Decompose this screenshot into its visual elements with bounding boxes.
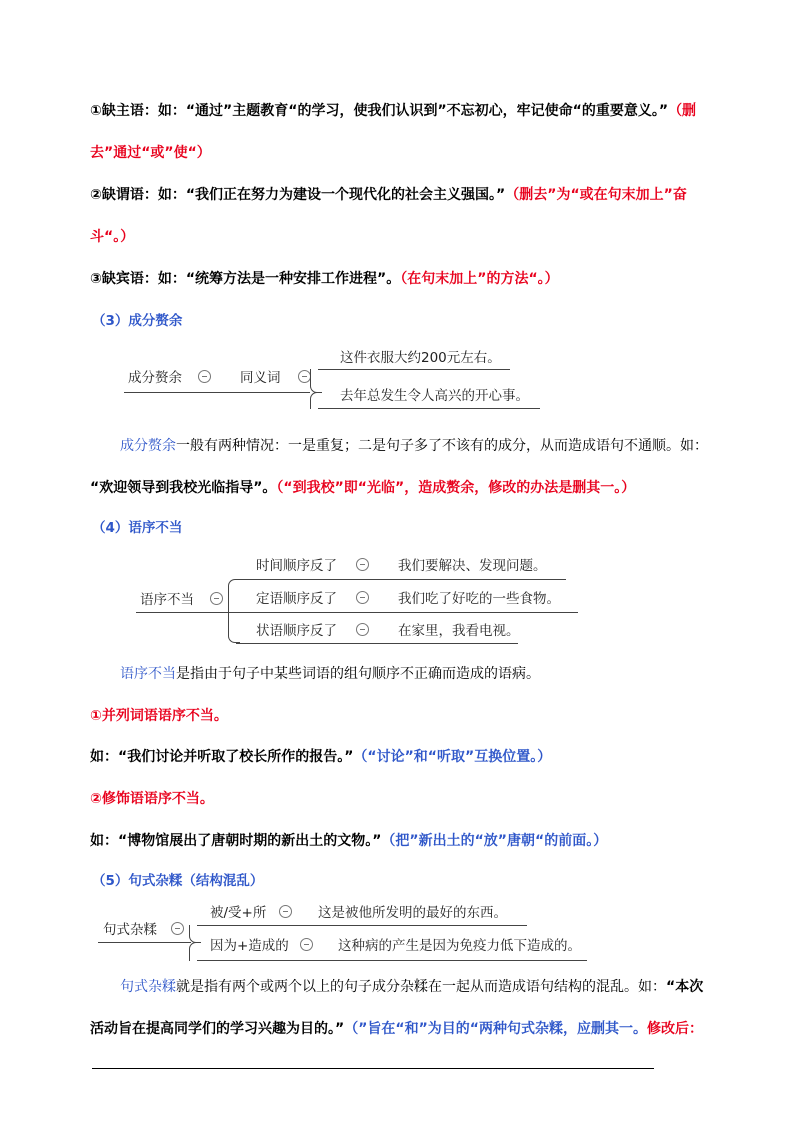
connector (197, 925, 527, 926)
collapse-icon[interactable] (198, 370, 211, 383)
connector (318, 408, 540, 409)
section3-heading: （3）成分赘余 (92, 313, 183, 329)
example-line (90, 831, 607, 851)
paragraph-text-end: “本次 (666, 979, 704, 995)
mindmap-leaf: 去年总发生令人高兴的开心事。 (340, 388, 529, 404)
example-line (90, 747, 551, 767)
item1-line1 (90, 101, 696, 121)
mindmap-branch: 定语顺序反了 (256, 591, 337, 607)
mindmap-branch: 同义词 (240, 370, 281, 386)
section3-example-line (90, 478, 635, 498)
subpoint: ②修饰语语序不当。 (90, 791, 214, 807)
example-sentence: “欢迎领导到我校光临指导”。 (90, 480, 277, 496)
mindmap-branch: 状语顺序反了 (256, 623, 337, 639)
collapse-icon[interactable] (356, 558, 369, 571)
fix-note: （”旨在“和”为目的“两种句式杂糅，应删其一。 (344, 1021, 648, 1037)
section3-paragraph (120, 436, 708, 456)
connector (124, 392, 310, 393)
mindmap-leaf: 这是被他所发明的最好的东西。 (318, 905, 507, 921)
term: 成分赘余 (120, 438, 176, 454)
section5-heading: （5）句式杂糅（结构混乱） (92, 873, 264, 889)
answer-blank-line (92, 1068, 654, 1069)
mindmap-leaf: 我们吃了好吃的一些食物。 (398, 591, 560, 607)
item1-fix-a: （删 (668, 103, 697, 119)
collapse-icon[interactable] (210, 592, 223, 605)
connector (310, 392, 322, 409)
item3-fix: （在句末加上”的方法“。） (400, 271, 559, 287)
mindmap-leaf: 我们要解决、发现问题。 (398, 558, 547, 574)
connector (318, 369, 510, 370)
item1-lead: ①缺主语：如：“通过”主题教育“的学习，使我们认识到”不忘初心，牢记使命“的重要意义。” (90, 103, 669, 119)
mindmap-branch: 因为+造成的 (210, 938, 289, 954)
paragraph-text: 一般有两种情况：一是重复；二是句子多了不该有的成分，从而造成语句不通顺。如： (176, 438, 708, 454)
example-sentence: 如：“我们讨论并听取了校长所作的报告。” (90, 749, 354, 765)
fix-note: （把”新出土的“放”唐朝“的前面。） (381, 833, 608, 849)
collapse-icon[interactable] (279, 905, 292, 918)
paragraph-text: 是指由于句子中某些词语的组句顺序不正确而造成的语病。 (176, 666, 540, 682)
item2-line1 (90, 185, 687, 205)
section5-paragraph (120, 977, 703, 997)
revision-label: 修改后： (647, 1021, 704, 1037)
fix-note: （“到我校”即“光临”，造成赘余，修改的办法是删其一。） (276, 480, 636, 496)
item3-line (90, 269, 559, 289)
fix-note: （“讨论”和“听取”互换位置。） (353, 749, 552, 765)
section5-example-line (90, 1019, 703, 1039)
connector (189, 925, 201, 943)
subpoint: ①并列词语语序不当。 (90, 708, 228, 724)
collapse-icon[interactable] (171, 922, 184, 935)
collapse-icon[interactable] (300, 938, 313, 951)
section4-heading: （4）语序不当 (92, 520, 183, 536)
item2-fix-a: （删去”为“或在句末加上”奋 (505, 187, 687, 203)
connector (236, 612, 578, 613)
connector (310, 369, 322, 393)
mindmap-leaf: 这件衣服大约200元左右。 (340, 350, 501, 366)
term: 句式杂糅 (120, 979, 176, 995)
collapse-icon[interactable] (356, 591, 369, 604)
connector (189, 942, 201, 961)
mindmap-leaf: 在家里，我看电视。 (398, 623, 520, 639)
mindmap-branch: 被/受+所 (210, 905, 267, 921)
term: 语序不当 (120, 666, 176, 682)
example-sentence: 如：“博物馆展出了唐朝时期的新出土的文物。” (90, 833, 382, 849)
mindmap-branch: 时间顺序反了 (256, 558, 337, 574)
section4-paragraph (120, 664, 540, 684)
connector (236, 579, 566, 580)
connector (236, 643, 518, 644)
connector (197, 960, 587, 961)
item1-fix-b: 去”通过“或”使“） (90, 145, 211, 161)
collapse-icon[interactable] (356, 623, 369, 636)
item2-lead: ②缺谓语：如：“我们正在努力为建设一个现代化的社会主义强国。” (90, 187, 506, 203)
item3-lead: ③缺宾语：如：“统筹方法是一种安排工作进程”。 (90, 271, 401, 287)
mindmap-root: 语序不当 (140, 592, 194, 608)
connector (136, 612, 230, 613)
mindmap-leaf: 这种病的产生是因为免疫力低下造成的。 (338, 938, 581, 954)
mindmap-root: 句式杂糅 (103, 922, 157, 938)
connector (228, 579, 240, 643)
example-sentence: 活动旨在提高同学们的学习兴趣为目的。” (90, 1021, 345, 1037)
connector (98, 942, 191, 943)
item2-fix-b: 斗“。） (90, 229, 135, 245)
mindmap-root: 成分赘余 (128, 370, 182, 386)
paragraph-text: 就是指有两个或两个以上的句子成分杂糅在一起从而造成语句结构的混乱。如： (176, 979, 666, 995)
